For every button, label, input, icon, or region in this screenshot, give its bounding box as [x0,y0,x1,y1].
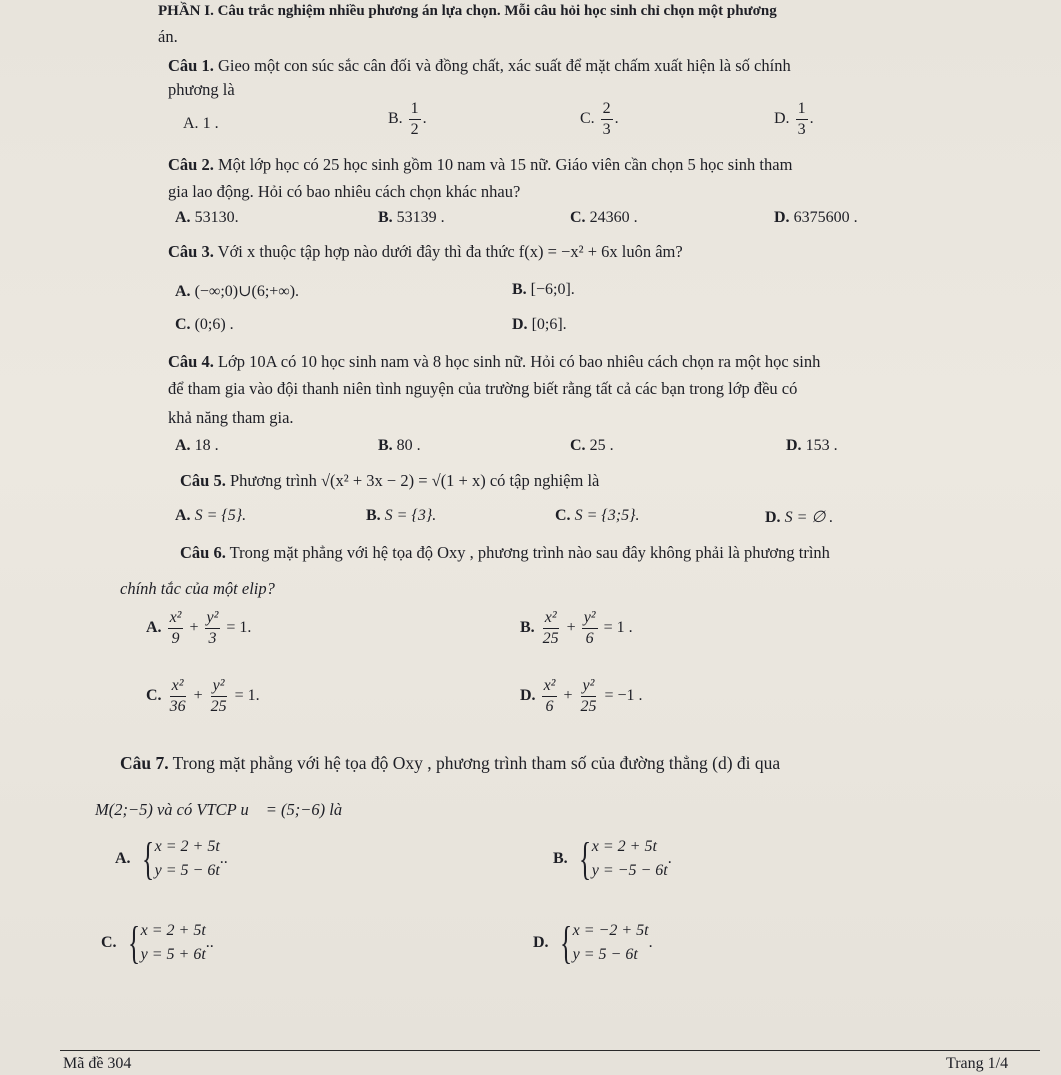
q2-option-b[interactable]: B. 53139 . [378,209,445,226]
q6-option-a[interactable]: A. $\frac{\text{x²}}{9}$ + $\frac{\text{y²}}{3}$ = 1. [146,609,252,647]
q6-option-b[interactable]: B. $\frac{\text{x²}}{25}$ + $\frac{\text{y²}}{6}$ = 1 . [520,609,633,647]
q5-option-c[interactable]: C. S = {3;5}. [555,507,640,524]
footer-divider [60,1050,1040,1051]
q7-option-b[interactable]: B. { x = 2 + 5t y = −5 − 6t . [553,833,672,884]
question-4-line3: khả năng tham gia. [168,408,294,427]
page-number: Trang 1/4 [946,1055,1009,1072]
question-3: Câu 3. Với x thuộc tập hợp nào dưới đây thì đa thức f(x) = −x² + 6x luôn âm? [168,242,683,261]
part-title: PHẦN I. Câu trắc nghiệm nhiều phương án lựa chọn. Mỗi câu hỏi học sinh chỉ chọn một phương [158,3,777,19]
q1-option-b[interactable]: B. $\frac{1}{2}$ . [388,100,427,138]
q2-option-c[interactable]: C. 24360 . [570,209,638,226]
question-6: Câu 6. Trong mặt phẳng với hệ tọa độ Oxy , phương trình nào sau đây không phải là phương trình [180,543,830,562]
q3-option-a[interactable]: A. (−∞;0)∪(6;+∞). [175,283,300,300]
q4-option-d[interactable]: D. 153 . [786,437,838,454]
q7-option-a[interactable]: A. { x = 2 + 5t y = 5 − 6t .. [115,833,228,884]
q1-option-d[interactable]: D. $\frac{1}{3}$ . [774,100,814,138]
q1-option-c[interactable]: C. $\frac{2}{3}$ . [580,100,619,138]
q3-option-c[interactable]: C. (0;6) . [175,316,234,333]
q5-option-a[interactable]: A. S = {5}. [175,507,247,524]
question-1: Câu 1. Gieo một con súc sắc cân đối và đồng chất, xác suất để mặt chấm xuất hiện là số chính [168,56,791,75]
q7-option-d[interactable]: D. { x = −2 + 5t y = 5 − 6t . [533,917,653,968]
question-7-line2: M(2;−5) và có VTCP u⃗ = (5;−6) là [95,800,343,819]
question-7: Câu 7. Trong mặt phẳng với hệ tọa độ Oxy , phương trình tham số của đường thẳng (d) đi qua [120,753,781,773]
q3-option-b[interactable]: B. [−6;0]. [512,281,575,298]
q4-option-c[interactable]: C. 25 . [570,437,614,454]
question-5: Câu 5. Phương trình √(x² + 3x − 2) = √(1 + x) có tập nghiệm là [180,471,600,490]
q4-option-a[interactable]: A. 18 . [175,437,219,454]
q3-option-d[interactable]: D. [0;6]. [512,316,567,333]
question-4: Câu 4. Lớp 10A có 10 học sinh nam và 8 học sinh nữ. Hỏi có bao nhiêu cách chọn ra một học sinh [168,352,821,371]
q7-option-c[interactable]: C. { x = 2 + 5t y = 5 + 6t .. [101,917,214,968]
question-6-line2: chính tắc của một elip? [120,579,275,598]
exam-code: Mã đề 304 [63,1055,132,1072]
q4-option-b[interactable]: B. 80 . [378,437,421,454]
question-2-line2: gia lao động. Hỏi có bao nhiêu cách chọn khác nhau? [168,182,521,201]
q5-option-b[interactable]: B. S = {3}. [366,507,437,524]
question-2: Câu 2. Một lớp học có 25 học sinh gồm 10 nam và 15 nữ. Giáo viên cần chọn 5 học sinh tham [168,155,793,174]
q2-option-a[interactable]: A. 53130. [175,209,239,226]
q1-option-a[interactable]: A. 1 . [183,115,219,132]
q6-option-d[interactable]: D. $\frac{\text{x²}}{6}$ + $\frac{\text{y²}}{25}$ = −1 . [520,677,643,715]
question-4-line2: để tham gia vào đội thanh niên tình nguyện của trường biết rằng tất cả các bạn trong lớp đều có [168,379,798,398]
q2-option-d[interactable]: D. 6375600 . [774,209,858,226]
q5-option-d[interactable]: D. S = ∅ . [765,509,834,526]
part-title-cont: án. [158,27,178,46]
question-1-line2: phương là [168,80,235,99]
q6-option-c[interactable]: C. $\frac{\text{x²}}{36}$ + $\frac{\text{y²}}{25}$ = 1. [146,677,260,715]
